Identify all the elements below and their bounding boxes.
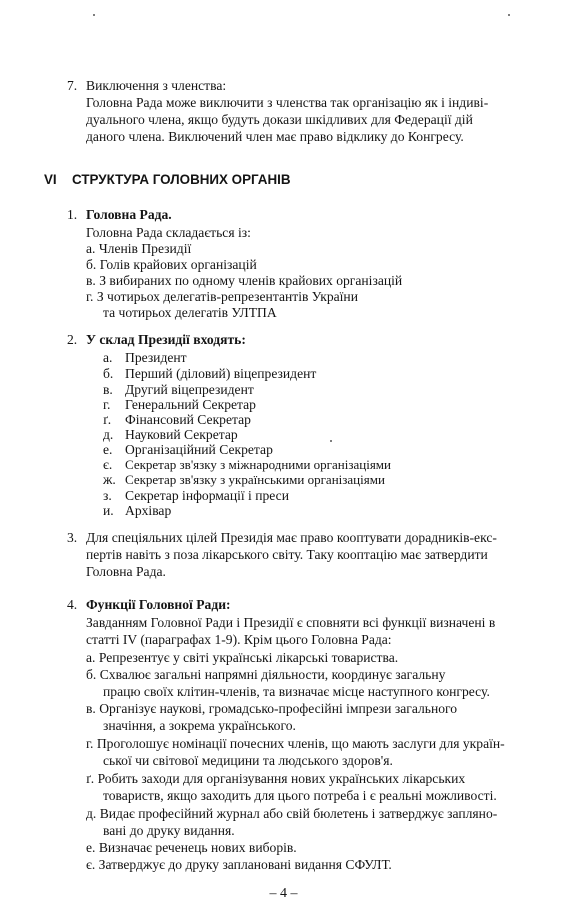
presidium-item-letter: а. xyxy=(103,350,113,365)
presidium-item-letter: ґ. xyxy=(103,412,112,427)
presidium-item-letter: в. xyxy=(103,382,113,397)
presidium-item-letter: з. xyxy=(103,488,112,503)
council-function-line: є. Затверджує до друку заплановані видання СФУЛТ. xyxy=(86,857,392,872)
scan-speck xyxy=(93,14,95,16)
section-4-title: Функції Головної Ради: xyxy=(86,597,231,612)
presidium-item-text: Секретар зв'язку з міжнародними організаціями xyxy=(125,457,391,472)
section-7-line-3: даного члена. Виключений член має право відклику до Конгресу. xyxy=(86,129,464,144)
chapter-title: СТРУКТУРА ГОЛОВНИХ ОРГАНІВ xyxy=(72,172,291,187)
section-1-item: та чотирьох делегатів УЛТПА xyxy=(103,305,277,320)
presidium-item-text: Генеральний Секретар xyxy=(125,397,256,412)
presidium-item-text: Архівар xyxy=(125,503,172,518)
presidium-item-letter: е. xyxy=(103,442,113,457)
presidium-item-letter: ж. xyxy=(103,472,116,487)
presidium-item-text: Організаційний Секретар xyxy=(125,442,273,457)
council-function-line: а. Репрезентує у світі українські лікарські товариства. xyxy=(86,650,399,665)
chapter-roman-numeral: VI xyxy=(44,172,57,187)
council-function-line: г. Проголошує номінації почесних членів, що мають заслуги для україн- xyxy=(86,736,505,751)
presidium-item-text: Другий віцепрезидент xyxy=(125,382,254,397)
section-3-line-1: Для спеціяльних цілей Президія має право кооптувати дорадників-екс- xyxy=(86,530,497,545)
section-7-line-1: Головна Рада може виключити з членства так організацію як і індиві- xyxy=(86,95,489,110)
section-3-line-2: пертів навіть з поза лікарського світу. Таку кооптацію має затвердити xyxy=(86,547,488,562)
presidium-item-text: Фінансовий Секретар xyxy=(125,412,251,427)
council-function-line: в. Організує наукові, громадсько-професійні імпрези загального xyxy=(86,701,458,716)
presidium-item-text: Секретар зв'язку з українськими організаціями xyxy=(125,472,385,487)
council-function-line: вані до друку видання. xyxy=(103,823,235,838)
section-1-item: г. З чотирьох делегатів-репрезентантів України xyxy=(86,289,358,304)
section-3-number: 3. xyxy=(67,530,78,545)
presidium-item-letter: б. xyxy=(103,366,114,381)
section-7-title: Виключення з членства: xyxy=(86,78,227,93)
page-number: – 4 – xyxy=(269,886,298,901)
section-2-number: 2. xyxy=(67,332,78,347)
council-function-line: е. Визначає реченець нових виборів. xyxy=(86,840,297,855)
scan-speck xyxy=(330,440,332,442)
presidium-item-text: Секретар інформації і преси xyxy=(125,488,289,503)
council-function-line: д. Видає професійний журнал або свій бюлетень і затверджує запляно- xyxy=(86,806,498,821)
council-function-line: ґ. Робить заходи для організування нових українських лікарських xyxy=(86,771,466,786)
presidium-item-text: Науковий Секретар xyxy=(125,427,238,442)
council-function-line: значіння, а зокрема українського. xyxy=(103,718,296,733)
section-7-number: 7. xyxy=(67,78,78,93)
section-1-intro: Головна Рада складається із: xyxy=(86,225,251,240)
council-function-line: товариств, якщо заходить для цього потреба і є реальні можливості. xyxy=(103,788,497,803)
presidium-item-letter: д. xyxy=(103,427,114,442)
section-7-line-2: дуального члена, якщо будуть докази шкідливих для Федерації дій xyxy=(86,112,473,127)
presidium-item-letter: є. xyxy=(103,457,113,472)
presidium-item-letter: г. xyxy=(103,397,111,412)
presidium-item-text: Президент xyxy=(125,350,187,365)
scan-speck xyxy=(508,14,510,16)
section-2-title: У склад Президії входять: xyxy=(86,332,246,347)
section-1-number: 1. xyxy=(67,207,78,222)
section-1-title: Головна Рада. xyxy=(86,207,172,222)
section-1-item: в. З вибираних по одному членів крайових організацій xyxy=(86,273,403,288)
council-function-line: працю своїх клітин-членів, та визначає місце наступного конгресу. xyxy=(103,684,490,699)
section-4-intro-line: статті IV (параграфах 1-9). Крім цього Головна Рада: xyxy=(86,632,392,647)
council-function-line: б. Схвалює загальні напрямні діяльности, координує загальну xyxy=(86,667,446,682)
section-4-number: 4. xyxy=(67,597,78,612)
section-1-item: а. Членів Президії xyxy=(86,241,192,256)
presidium-item-text: Перший (діловий) віцепрезидент xyxy=(125,366,317,381)
section-1-item: б. Голів крайових організацій xyxy=(86,257,257,272)
presidium-item-letter: и. xyxy=(103,503,114,518)
section-3-line-3: Головна Рада. xyxy=(86,564,166,579)
council-function-line: ської чи світової медицини та людського здоров'я. xyxy=(103,753,393,768)
section-4-intro-line: Завданням Головної Ради і Президії є сповняти всі функції визначені в xyxy=(86,615,496,630)
